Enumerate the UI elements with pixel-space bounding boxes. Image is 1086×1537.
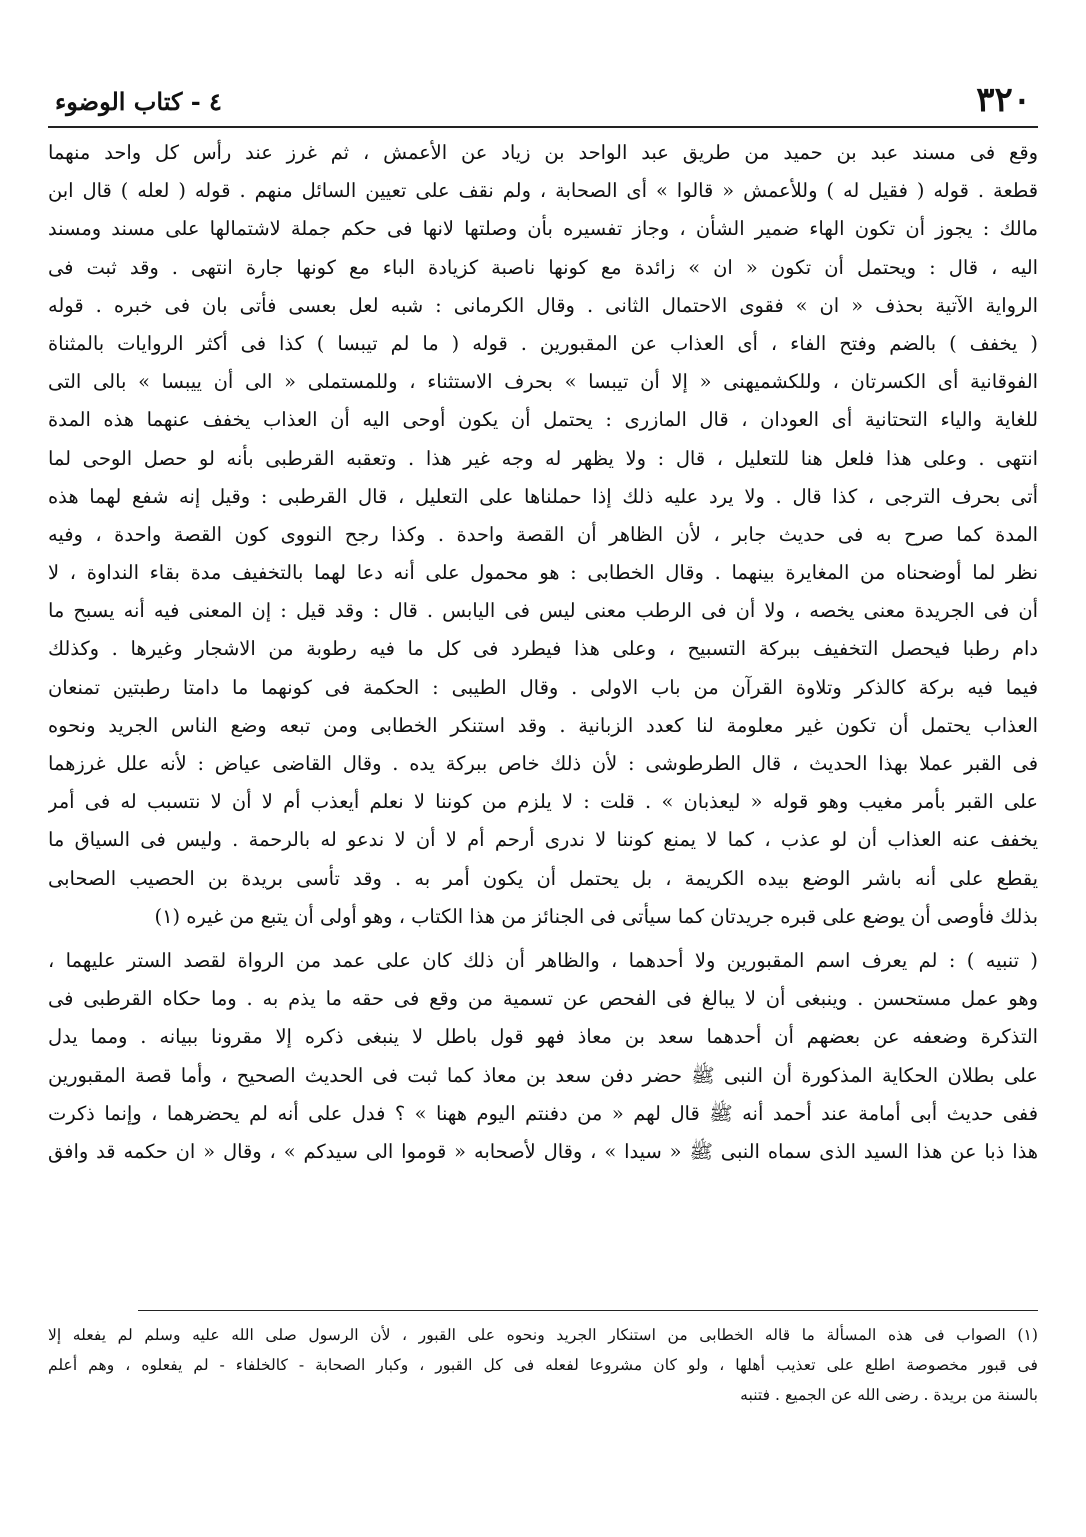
text-line: فى القبر عملا بهذا الحديث ، قال الطرطوشى : لأن ذلك خاص ببركة يده . وقال القاضى عياض : لأنه علل غرزهما: [48, 752, 1038, 775]
text-line: ( يخفف ) بالضم وفتح الفاء ، أى العذاب عن المقبورين . قوله ( ما لم تيبسا ) كذا فى أكثر الروايات بالمثناة: [48, 331, 1038, 355]
text-line: ( تنبيه ) : لم يعرف اسم المقبورين ولا أحدهما ، والظاهر أن ذلك كان على عمد من الرواة لقصد الستر عليهما ،: [48, 948, 1038, 972]
text-line: يقطع على أنه باشر الوضع بيده الكريمة ، بل يحتمل أن يكون أمر به . وقد تأسى بريدة بن الحصيب الصحابى: [48, 866, 1038, 890]
text-line: مالك : يجوز أن تكون الهاء ضمير الشأن ، وجاز تفسيره بأن وصلتها لانها فى حكم جملة لاشتمالها على مسند ومسند: [48, 217, 1038, 241]
footnote-rule: [138, 1310, 1038, 1311]
text-line: على القبر بأمر مغيب وهو قوله « ليعذبان » . قلت : لا يلزم من كوننا لا نعلم أيعذب أم لا أن لا نتسبب له فى أمر: [48, 790, 1038, 814]
text-line: ففى حديث أبى أمامة عند أحمد أنه ﷺ قال لهم « من دفنتم اليوم ههنا » ؟ فدل على أنه لم يحضرهما ، وإنما ذكرت: [48, 1101, 1038, 1125]
text-line: وقع فى مسند عبد بن حميد من طريق عبد الواحد بن زياد عن الأعمش ، ثم غرز عند رأس كل واحد منهما: [48, 141, 1038, 164]
text-line: بذلك فأوصى أن يوضع على قبره جريدتان كما سيأتى فى الجنائز من هذا الكتاب ، وهو أولى أن يتبع من غيره (١): [154, 904, 1038, 928]
text-line: يخفف عنه العذاب أن لو عذب ، كما لا يمنع كوننا لا ندرى أرحم أم لا أن لا ندعو له بالرحمة . وليس فى السياق ما: [48, 828, 1038, 852]
text-line: العذاب يحتمل أن تكون غير معلومة لنا كعدد الزبانية . وقد استنكر الخطابى ومن تبعه وضع الناس الجريد ونحوه: [48, 713, 1038, 737]
text-line: نظر لما أوضحناه من المغايرة بينهما . وقال الخطابى : هو محمول على أنه دعا لهما بالتخفيف مدة بقاء النداوة ، لا: [48, 561, 1038, 585]
text-line: المدة كما صرح به فى حديث جابر ، لأن الظاهر أن القصة واحدة . وكذا رجح النووى كون القصة واحدة ، وفيه: [48, 522, 1038, 546]
text-line: التذكرة وضعفه عن بعضهم أن أحدهما سعد بن معاذ فهو قول باطل لا ينبغى ذكره إلا مقرونا ببيانه . ومما يدل: [48, 1025, 1038, 1049]
text-line: هذا ذبا عن هذا السيد الذى سماه النبى ﷺ « سيدا » ، وقال لأصحابه « قوموا الى سيدكم » ، وقال « ان حكمه قد وافق: [48, 1139, 1038, 1163]
page-header: [55, 78, 1031, 122]
text-line: الرواية الآتية بحذف « ان » فقوى الاحتمال الثانى . وقال الكرمانى : شبه لعل بعسى فأتى بان فى خبره . قوله: [48, 293, 1038, 317]
header-rule: [48, 126, 1038, 128]
page-number: ٣٢٠: [976, 80, 1031, 120]
text-line: أتى بحرف الترجى ، كذا قال . ولا يرد عليه ذلك إذا حملناها على التعليل ، قال القرطبى : وقيل إنه شفع لهما هذه: [48, 484, 1038, 508]
footnote: [48, 1320, 1038, 1410]
footnote-line: فى قبور مخصوصة اطلع على تعذيب أهلها ، ولو كان مشروعا لفعله فى كل القبور ، وكبار الصحابة - كالخلفاء - لم يفعلوه ، وهم أعلم: [48, 1356, 1038, 1374]
text-line: اليه ، قال : ويحتمل أن تكون « ان » زائدة مع كونها ناصبة كزيادة الباء مع كونها جارة انتهى . وقد ثبت فى: [48, 255, 1038, 279]
text-line: فيما فيه بركة كالذكر وتلاوة القرآن من باب الاولى . وقال الطيبى : الحكمة فى كونهما ما دامتا رطبتين تمنعان: [48, 675, 1038, 699]
running-title: ٤ - كتاب الوضوء: [55, 87, 222, 116]
text-line: وهو عمل مستحسن . وينبغى أن لا يبالغ فى الفحص عن تسمية من وقع فى حقه ما يذم به . وما حكاه القرطبى فى: [48, 987, 1038, 1011]
text-line: على بطلان الحكاية المذكورة أن النبى ﷺ حضر دفن سعد بن معاذ كما ثبت فى الحديث الصحيح ، وأما قصة المقبورين: [48, 1063, 1038, 1087]
text-line: قطعة . قوله ( فقيل له ) وللأعمش « قالوا » أى الصحابة ، ولم نقف على تعيين السائل منهم . قوله ( لعله ) قال ابن: [48, 179, 1038, 203]
main-text: [48, 134, 1038, 1171]
text-line: للغاية والياء التحتانية أى العودان ، قال المازرى : يحتمل أن يكون أوحى اليه أن العذاب يخفف عنهما هذه المدة: [48, 408, 1038, 432]
text-line: أن فى الجريدة معنى يخصه ، ولا أن فى الرطب معنى ليس فى اليابس . قال : وقد قيل : إن المعنى فيه أنه يسبح ما: [48, 599, 1038, 623]
footnote-line: بالسنة من بريدة . رضى الله عن الجميع . فتنبه: [740, 1386, 1038, 1404]
text-line: الفوقانية أى الكسرتان ، وللكشميهنى « إلا أن تيبسا » بحرف الاستثناء ، وللمستملى « الى أن ييبسا » بالى التى: [48, 370, 1038, 394]
footnote-line: (١) الصواب فى هذه المسألة ما قاله الخطابى من استنكار الجريد ونحوه على القبور ، لأن الرسول صلى الله عليه وسلم لم يفعله إلا: [48, 1326, 1038, 1344]
text-line: انتهى . وعلى هذا فلعل هنا للتعليل ، قال : ولا يظهر له وجه غير هذا . وتعقبه القرطبى بأنه لو حصل الوحى لما: [48, 446, 1038, 470]
text-line: دام رطبا فيحصل التخفيف ببركة التسبيح ، وعلى هذا فيطرد فى كل ما فيه رطوبة من الاشجار وغيرها . وكذلك: [48, 637, 1038, 661]
